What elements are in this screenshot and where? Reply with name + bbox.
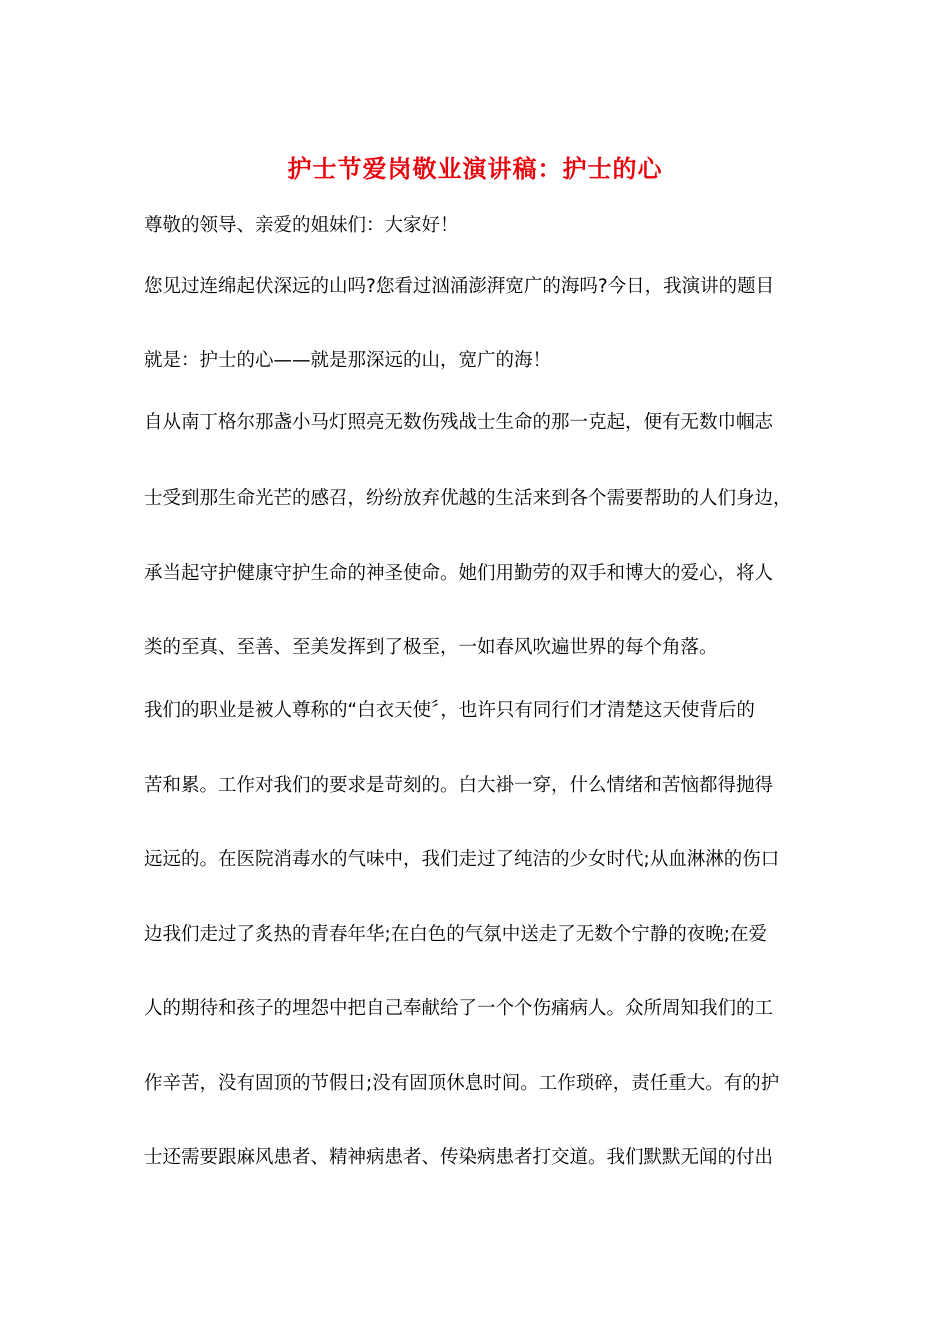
paragraph-line: 苦和累。工作对我们的要求是苛刻的。白大褂一穿，什么情绪和苦恼都得抛得 [144, 775, 774, 796]
paragraph-line: 人的期待和孩子的埋怨中把自己奉献给了一个个伤痛病人。众所周知我们的工 [144, 998, 774, 1019]
paragraph-line: 作辛苦，没有固顶的节假日;没有固顶休息时间。工作琐碎，责任重大。有的护 [144, 1073, 780, 1094]
paragraph-line: 尊敬的领导、亲爱的姐妹们：大家好！ [144, 215, 459, 236]
paragraph-line: 类的至真、至善、至美发挥到了极至，一如春风吹遍世界的每个角落。 [144, 637, 718, 658]
paragraph-line: 自从南丁格尔那盏小马灯照亮无数伤残战士生命的那一克起，便有无数巾帼志 [144, 412, 774, 433]
document-title: 护士节爱岗敬业演讲稿：护士的心 [287, 154, 663, 183]
paragraph-line: 士还需要跟麻风患者、精神病患者、传染病患者打交道。我们默默无闻的付出 [144, 1147, 774, 1168]
paragraph-line: 承当起守护健康守护生命的神圣使命。她们用勤劳的双手和博大的爱心，将人 [144, 563, 774, 584]
paragraph-line: 边我们走过了炙热的青春年华;在白色的气氛中送走了无数个宁静的夜晚;在爱 [144, 924, 767, 945]
paragraph-line: 士受到那生命光芒的感召，纷纷放弃优越的生活来到各个需要帮助的人们身边， [144, 488, 792, 509]
paragraph-line: 我们的职业是被人尊称的“白衣天使〞，也许只有同行们才清楚这天使背后的 [144, 700, 755, 721]
paragraph-line: 远远的。在医院消毒水的气味中，我们走过了纯洁的少女时代;从血淋淋的伤口 [144, 849, 780, 870]
paragraph-line: 就是：护士的心——就是那深远的山，宽广的海！ [144, 350, 552, 371]
paragraph-line: 您见过连绵起伏深远的山吗?您看过汹涌澎湃宽广的海吗?今日，我演讲的题目 [144, 276, 775, 297]
